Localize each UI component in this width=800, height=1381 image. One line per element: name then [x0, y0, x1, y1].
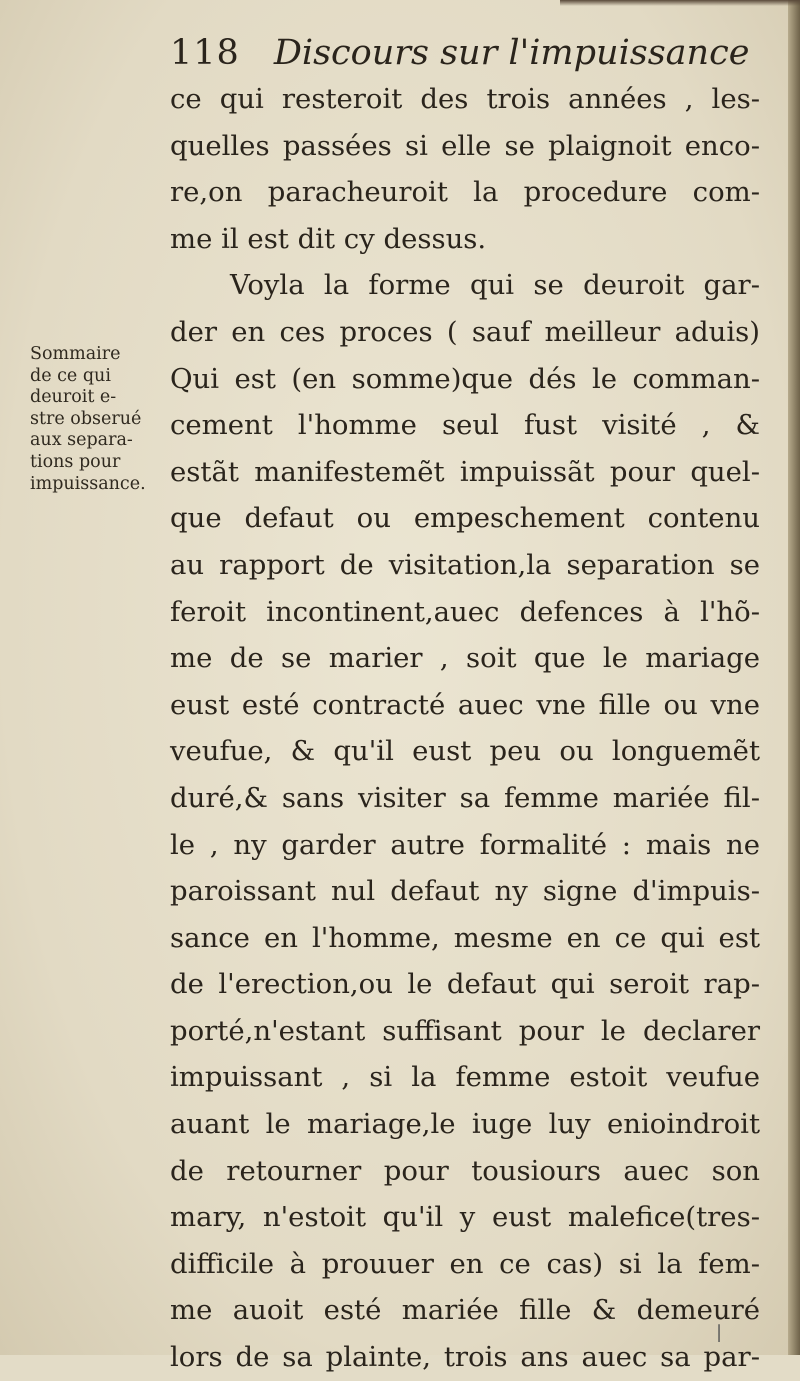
- margin-note-line: tions pour: [30, 451, 121, 472]
- text-line: Voyla la forme qui se deuroit gar-: [230, 269, 760, 302]
- margin-note-line: impuissance.: [30, 473, 146, 494]
- text-line: feroit incontinent,auec defences à l'hõ-: [170, 595, 760, 628]
- text-line: paroissant nul defaut ny signe d'impuis-: [170, 875, 760, 908]
- running-title: Discours sur l'impuissance: [273, 33, 750, 73]
- margin-note: [30, 344, 165, 495]
- text-line: eust esté contracté auec vne fille ou vne: [170, 688, 760, 721]
- page-top-edge: [560, 0, 800, 6]
- text-line: que defaut ou empeschement contenu: [170, 502, 760, 535]
- text-line: estãt manifestemẽt impuissãt pour quel-: [170, 455, 760, 488]
- text-line: impuissant , si la femme estoit veufue: [170, 1061, 760, 1094]
- text-line: le , ny garder autre formalité : mais ne: [170, 828, 760, 861]
- text-line: der en ces proces ( sauf meilleur aduis): [170, 315, 760, 348]
- margin-note-line: Sommaire: [30, 344, 121, 364]
- text-line: me auoit esté mariée fille & demeuré: [170, 1294, 760, 1327]
- text-line: me de se marier , soit que le mariage: [170, 642, 760, 675]
- page-mark: |: [716, 1322, 723, 1343]
- body-text: [170, 76, 760, 1381]
- page-edge: [788, 0, 800, 1355]
- text-line: de retourner pour tousiours auec son: [170, 1154, 760, 1187]
- text-line: sance en l'homme, mesme en ce qui est: [170, 921, 760, 954]
- text-line: ce qui resteroit des trois années , les-: [170, 83, 760, 115]
- text-line: Qui est (en somme)que dés le comman-: [170, 362, 760, 395]
- text-line: porté,n'estant suffisant pour le declarer: [170, 1014, 760, 1047]
- text-line: difficile à prouuer en ce cas) si la fem-: [170, 1247, 760, 1280]
- margin-note-line: stre obserué: [30, 408, 142, 429]
- text-line: mary, n'estoit qu'il y eust malefice(tres-: [170, 1201, 760, 1234]
- text-line: lors de sa plainte, trois ans auec sa par-: [170, 1341, 760, 1374]
- text-line: de l'erection,ou le defaut qui seroit rap-: [170, 968, 760, 1001]
- text-line: duré,& sans visiter sa femme mariée fil-: [170, 781, 760, 814]
- text-line: cement l'homme seul fust visité , &: [170, 409, 760, 442]
- page-number: 118: [170, 33, 240, 73]
- text-line: au rapport de visitation,la separation se: [170, 548, 760, 581]
- margin-note-line: de ce qui: [30, 365, 111, 386]
- margin-note-line: aux separa-: [30, 430, 133, 451]
- text-line: quelles passées si elle se plaignoit enco-: [170, 129, 760, 162]
- text-line: veufue, & qu'il eust peu ou longuemẽt: [170, 735, 760, 768]
- margin-note-line: deuroit e-: [30, 387, 117, 408]
- running-header: [170, 28, 750, 78]
- text-line: auant le mariage,le iuge luy enioindroit: [170, 1108, 760, 1141]
- text-line: re,on paracheuroit la procedure com-: [170, 176, 760, 209]
- text-line: me il est dit cy dessus.: [170, 222, 487, 255]
